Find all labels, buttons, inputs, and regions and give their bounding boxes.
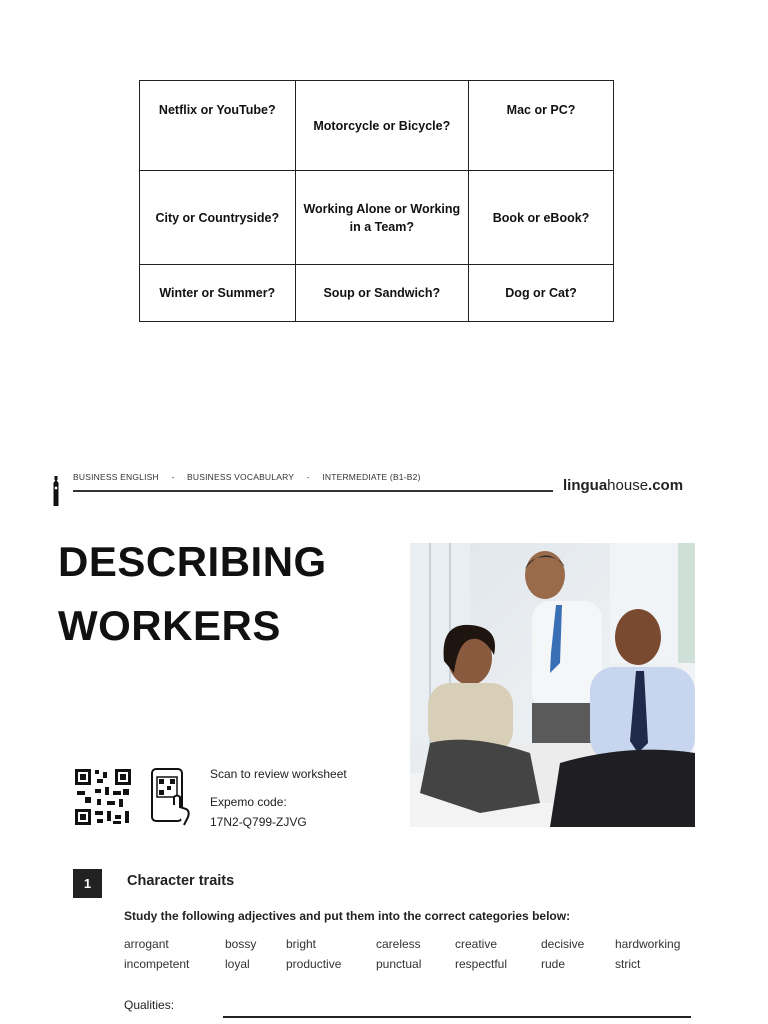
title-line: DESCRIBING xyxy=(58,538,327,585)
question-grid xyxy=(139,80,614,322)
grid-cell: Working Alone or Working in a Team? xyxy=(295,171,469,265)
grid-row xyxy=(140,81,614,171)
word-item: arrogant xyxy=(124,937,169,951)
header-divider xyxy=(73,490,553,492)
office-workers-photo xyxy=(410,543,695,827)
word-item: strict xyxy=(615,957,641,971)
qualities-label: Qualities: xyxy=(124,998,175,1012)
grid-cell: Dog or Cat? xyxy=(469,265,614,322)
breadcrumb-separator: - xyxy=(306,472,310,482)
worksheet-header xyxy=(52,470,697,510)
word-item: creative xyxy=(455,937,498,951)
grid-cell: Mac or PC? xyxy=(469,81,614,171)
word-item: incompetent xyxy=(124,957,190,971)
grid-row xyxy=(140,171,614,265)
expemo-label: Expemo code: xyxy=(210,795,287,809)
breadcrumb-separator: - xyxy=(171,472,175,482)
section-instruction: Study the following adjectives and put them into the correct categories below: xyxy=(124,909,571,923)
scan-instruction: Scan to review worksheet xyxy=(210,767,347,781)
title-line: WORKERS xyxy=(58,602,281,649)
breadcrumb xyxy=(73,472,431,482)
page-title xyxy=(58,530,327,658)
grid-cell: Book or eBook? xyxy=(469,171,614,265)
scan-info xyxy=(210,764,347,832)
qualities-answer-line[interactable] xyxy=(223,1016,691,1018)
grid-cell: Netflix or YouTube? xyxy=(140,81,296,171)
breadcrumb-item: BUSINESS VOCABULARY xyxy=(187,472,295,482)
word-item: hardworking xyxy=(615,937,681,951)
phone-scan-icon xyxy=(150,767,192,827)
breadcrumb-item: BUSINESS ENGLISH xyxy=(73,472,159,482)
grid-cell: City or Countryside? xyxy=(140,171,296,265)
breadcrumb-item: INTERMEDIATE (B1-B2) xyxy=(322,472,421,482)
word-item: careless xyxy=(376,937,421,951)
qr-code-icon xyxy=(73,767,133,827)
word-item: productive xyxy=(286,957,342,971)
big-ben-icon xyxy=(52,476,60,506)
section-title: Character traits xyxy=(127,873,235,889)
expemo-code: 17N2-Q799-ZJVG xyxy=(210,815,307,829)
word-item: rude xyxy=(541,957,566,971)
brand-logo: linguahouse.com xyxy=(563,477,684,494)
word-item: decisive xyxy=(541,937,585,951)
word-item: respectful xyxy=(455,957,508,971)
grid-cell: Soup or Sandwich? xyxy=(295,265,469,322)
section-number: 1 xyxy=(73,869,102,898)
word-item: bright xyxy=(286,937,317,951)
word-item: bossy xyxy=(225,937,257,951)
grid-cell: Motorcycle or Bicycle? xyxy=(295,81,469,171)
grid-row xyxy=(140,265,614,322)
grid-cell: Winter or Summer? xyxy=(140,265,296,322)
word-item: punctual xyxy=(376,957,422,971)
word-item: loyal xyxy=(225,957,250,971)
